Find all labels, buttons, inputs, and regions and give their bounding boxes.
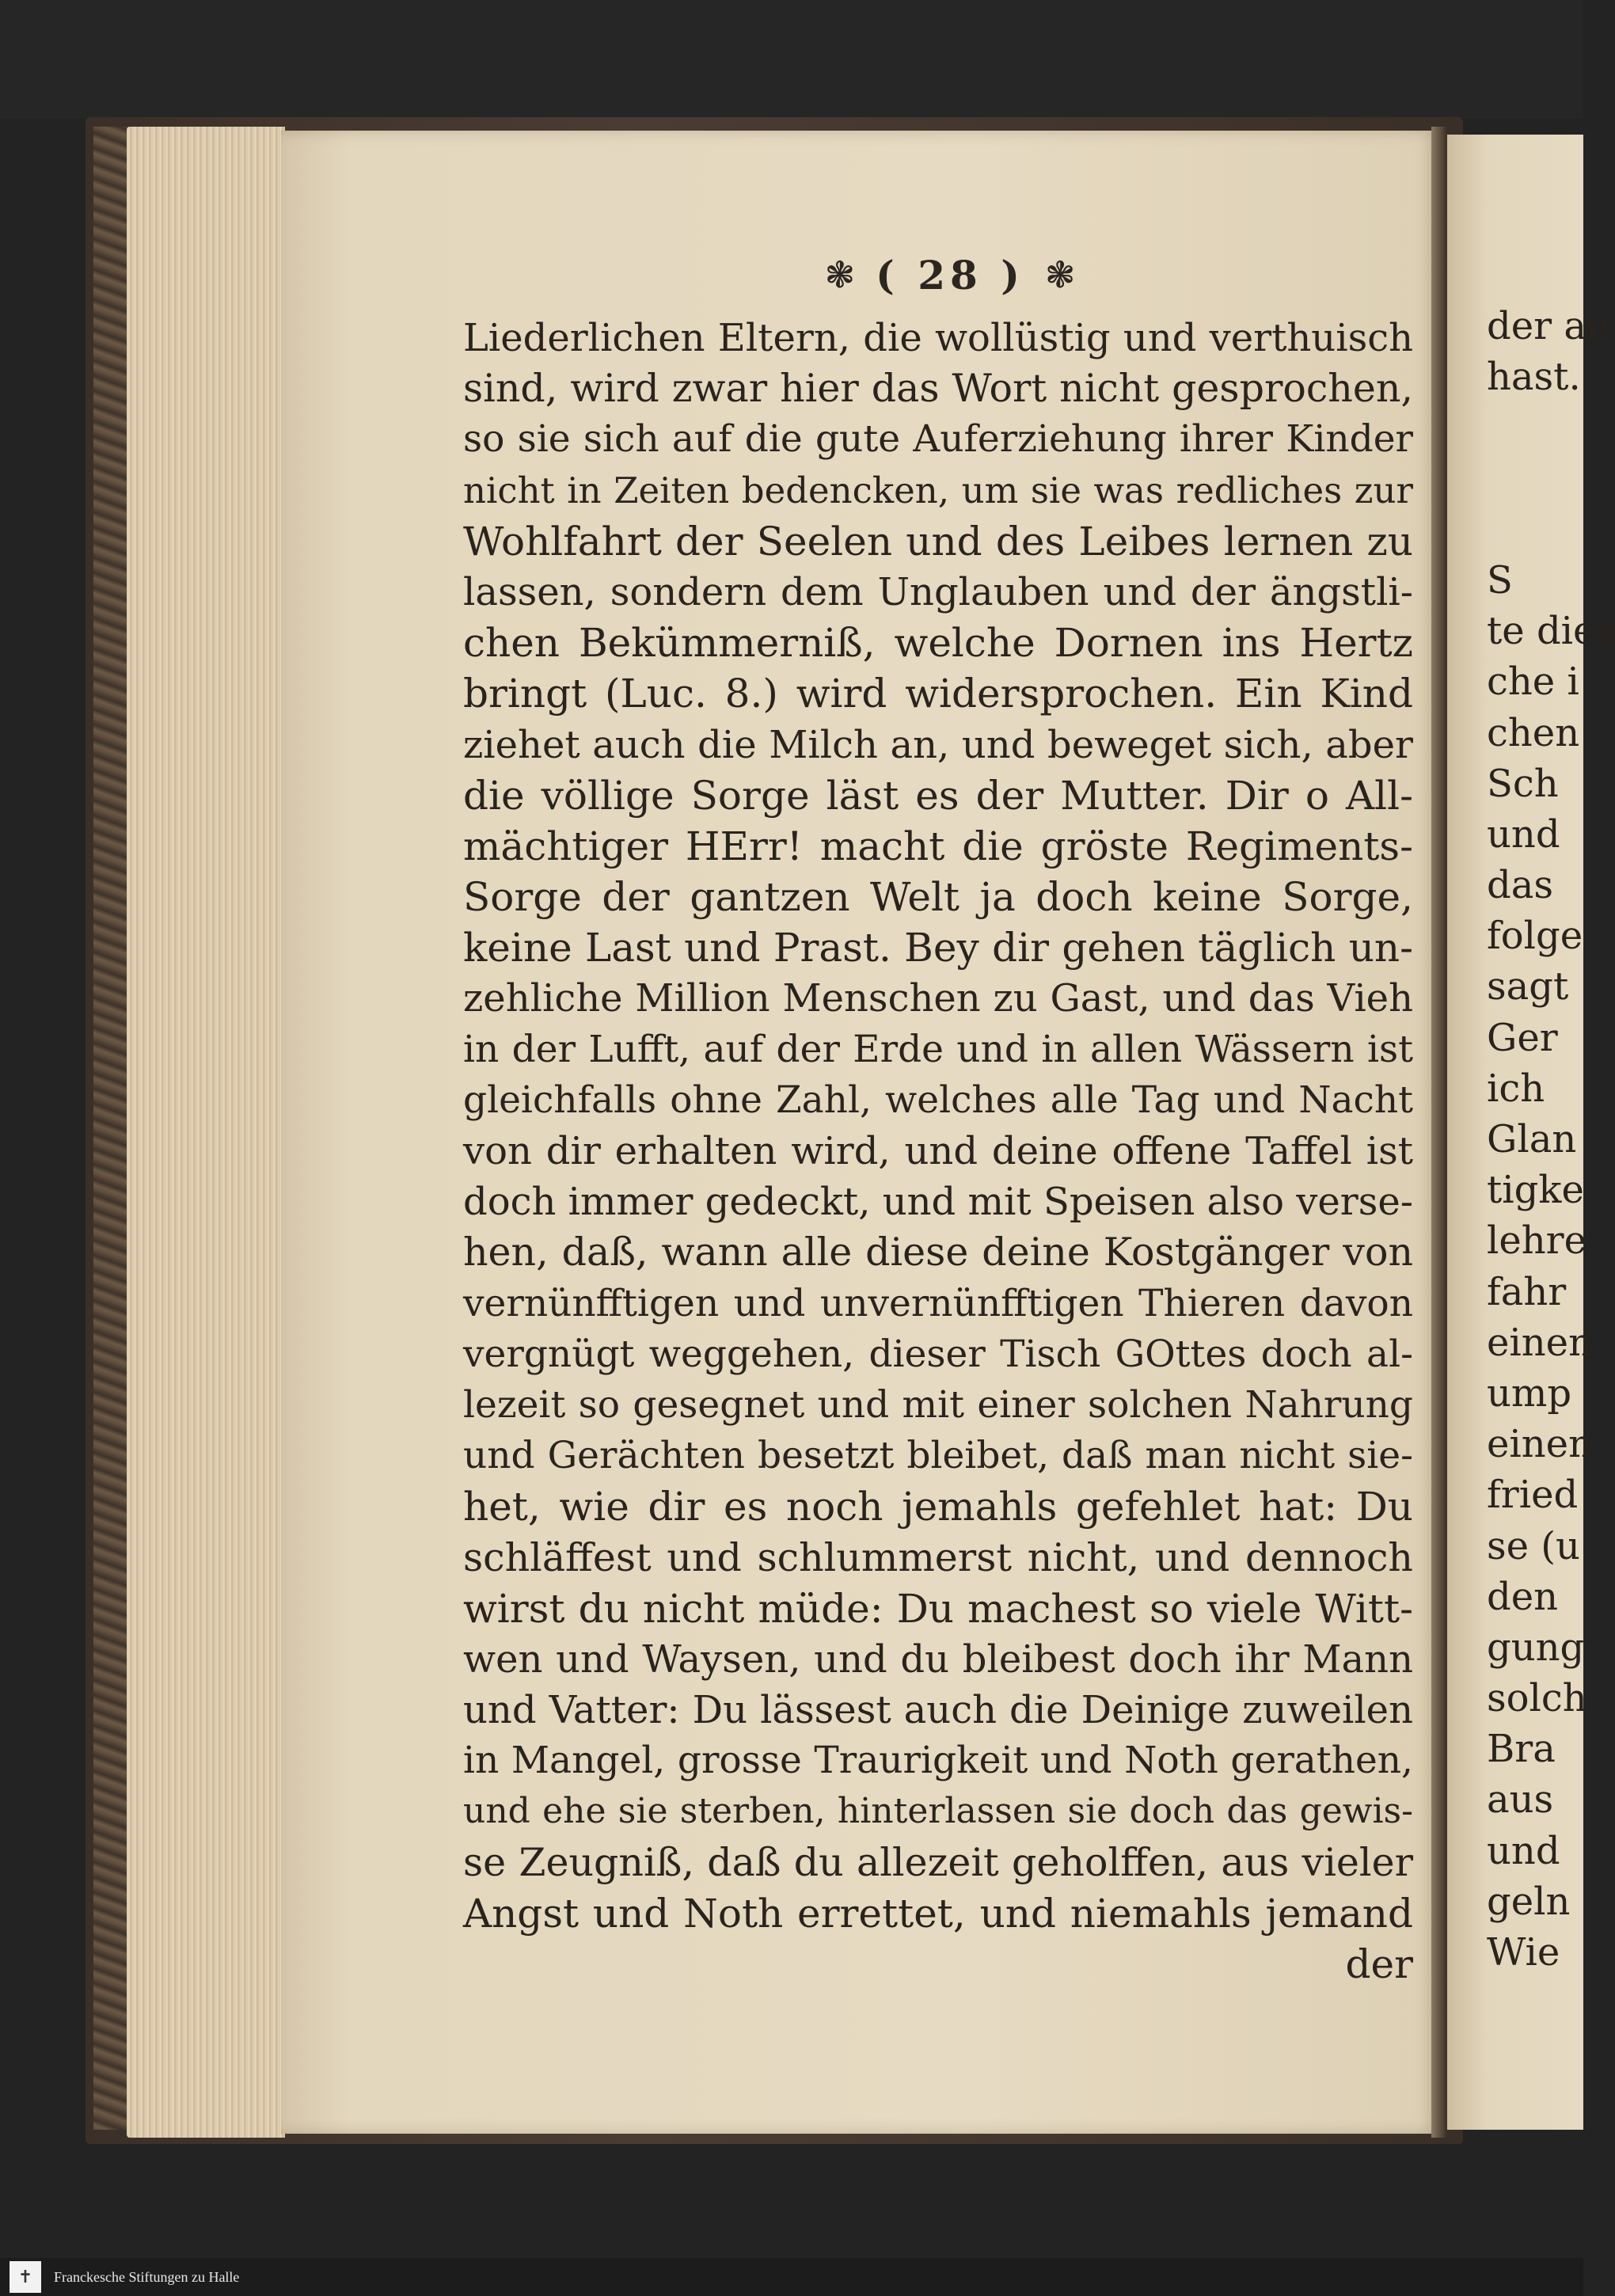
right-page-line: geln xyxy=(1487,1879,1571,1924)
text-line: keine Last und Prast. Bey dir gehen täglich un- xyxy=(463,925,1413,971)
right-page-line: sagt xyxy=(1487,964,1569,1009)
text-line: so sie sich auf die gute Auferziehung ihrer Kinder xyxy=(463,417,1413,462)
right-page-line: tigke xyxy=(1487,1168,1584,1213)
text-line: schläffest und schlummerst nicht, und dennoch xyxy=(463,1534,1413,1580)
right-page-line: aus xyxy=(1487,1777,1554,1823)
right-page-line: gung xyxy=(1487,1625,1585,1670)
right-page-line xyxy=(1487,454,1583,504)
ornament-left-icon: ❃ xyxy=(824,253,856,296)
text-line: mächtiger HErr! macht die gröste Regiments- xyxy=(463,823,1413,869)
right-page-line: Sch xyxy=(1487,761,1559,806)
right-page-line: Bra xyxy=(1487,1727,1556,1772)
right-page-line: fahr xyxy=(1487,1269,1567,1314)
footer-bar xyxy=(0,2258,1583,2296)
right-page-line: Ger xyxy=(1487,1015,1558,1060)
text-line: hen, daß, wann alle diese deine Kostgänger von xyxy=(463,1230,1413,1275)
catchword: der xyxy=(1345,1941,1413,1987)
right-page-line: einen xyxy=(1487,1320,1593,1365)
book-gutter xyxy=(1431,127,1447,2138)
right-page-line: se (u xyxy=(1487,1523,1580,1568)
text-line: Sorge der gantzen Welt ja doch keine Sorge, xyxy=(463,874,1413,921)
ornament-right-icon: ❃ xyxy=(1044,253,1076,296)
text-line: wen und Waysen, und du bleibest doch ihr Mann xyxy=(463,1636,1413,1682)
right-page-line: ump xyxy=(1487,1370,1572,1416)
right-page-line: und xyxy=(1487,812,1560,857)
right-page-line: und xyxy=(1487,1828,1560,1873)
page-number: ( 28 ) xyxy=(876,251,1024,298)
right-page-line: Glan xyxy=(1487,1117,1577,1161)
background-top xyxy=(0,0,1583,119)
text-line: nicht in Zeiten bedencken, um sie was redliches zur xyxy=(463,469,1413,511)
text-line: in der Lufft, auf der Erde und in allen Wässern ist xyxy=(463,1027,1413,1071)
text-line: zehliche Million Menschen zu Gast, und das Vieh xyxy=(463,976,1413,1021)
right-page-line: Wie xyxy=(1487,1930,1560,1975)
right-page-line: che i xyxy=(1487,660,1579,705)
page-body-text xyxy=(463,313,1413,1990)
text-line: bringt (Luc. 8.) wird widersprochen. Ein Kind xyxy=(463,671,1413,717)
text-line: wirst du nicht müde: Du machest so viele Witt- xyxy=(463,1585,1413,1632)
right-page-line: S xyxy=(1487,557,1513,603)
text-line: die völlige Sorge läst es der Mutter. Dir o All- xyxy=(463,772,1413,819)
right-page-line: das xyxy=(1487,863,1553,908)
institution-name: Franckesche Stiftungen zu Halle xyxy=(54,2268,240,2285)
right-page-line xyxy=(1487,402,1583,453)
text-line: von dir erhalten wird, und deine offene Taffel ist xyxy=(463,1129,1413,1173)
institution-logo-icon: ✝ xyxy=(10,2261,41,2293)
text-line: und Vatter: Du lässest auch die Deinige zuweilen xyxy=(463,1688,1413,1733)
text-line: Angst und Noth errettet, und niemahls jemand xyxy=(463,1890,1413,1937)
text-line: vernünfftigen und unvernünfftigen Thieren davon xyxy=(463,1281,1413,1325)
text-line: het, wie dir es noch jemahls gefehlet hat: Du xyxy=(463,1484,1413,1530)
right-page-line: hast. xyxy=(1487,355,1581,400)
right-page-line xyxy=(1487,504,1583,555)
right-page-line: fried xyxy=(1487,1473,1579,1518)
text-line: chen Bekümmerniß, welche Dornen ins Hertz xyxy=(463,620,1413,667)
text-line: in Mangel, grosse Traurigkeit und Noth gerathen, xyxy=(463,1739,1413,1783)
right-page-line: ich xyxy=(1487,1066,1545,1111)
right-page-line: den xyxy=(1487,1574,1559,1619)
text-line: Wohlfahrt der Seelen und des Leibes lernen zu xyxy=(463,518,1413,564)
right-page-line: te dies xyxy=(1487,609,1615,654)
right-page-line: der an xyxy=(1487,304,1611,348)
right-page-line: solch xyxy=(1487,1676,1587,1721)
text-line: und ehe sie sterben, hinterlassen sie doch das gewis- xyxy=(463,1791,1413,1832)
text-line: lezeit so gesegnet und mit einer solchen Nahrung xyxy=(463,1382,1413,1427)
right-page-line: chen xyxy=(1487,710,1580,755)
right-page-text xyxy=(1487,301,1615,1978)
text-line: ziehet auch die Milch an, und beweget sich, aber xyxy=(463,722,1413,767)
page-edges xyxy=(127,127,285,2138)
right-page-line: folge xyxy=(1487,914,1583,959)
text-line: sind, wird zwar hier das Wort nicht gesprochen, xyxy=(463,366,1413,412)
right-page-line: lehre xyxy=(1487,1218,1587,1264)
text-line: und Gerächten besetzt bleibet, daß man nicht sie- xyxy=(463,1434,1413,1478)
text-line: doch immer gedeckt, und mit Speisen also verse- xyxy=(463,1180,1413,1225)
text-line: Liederlichen Eltern, die wollüstig und verthuisch xyxy=(463,316,1413,360)
text-line: gleichfalls ohne Zahl, welches alle Tag und Nacht xyxy=(463,1078,1413,1122)
right-page-line: einen xyxy=(1487,1422,1593,1467)
text-line: se Zeugniß, daß du allezeit geholffen, aus vieler xyxy=(463,1839,1413,1885)
text-line: vergnügt weggehen, dieser Tisch GOttes doch al- xyxy=(463,1332,1413,1376)
text-line: lassen, sondern dem Unglauben und der ängstli- xyxy=(463,569,1413,614)
page-header xyxy=(784,247,1116,302)
